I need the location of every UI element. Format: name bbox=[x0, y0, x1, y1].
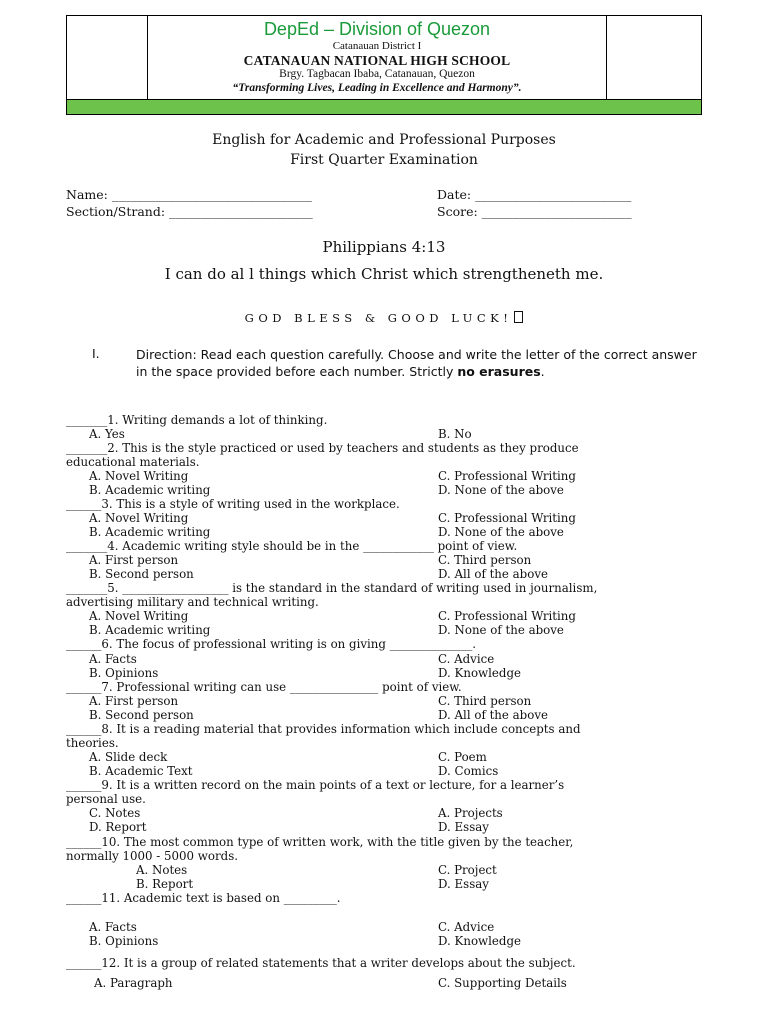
question-line: D. All of the above bbox=[438, 708, 548, 722]
question-line: B. Report bbox=[136, 877, 194, 891]
direction-end: . bbox=[540, 364, 545, 379]
question-line: _______4. Academic writing style should be in the ____________ point of view. bbox=[66, 539, 518, 553]
question-line: C. Project bbox=[438, 863, 497, 877]
question-line: B. Academic writing bbox=[89, 483, 211, 497]
question-line: C. Advice bbox=[438, 920, 495, 934]
question-line: ______12. It is a group of related statements that a writer develops about the subject. bbox=[66, 956, 576, 970]
question-line: B. Academic writing bbox=[89, 525, 211, 539]
question-line: A. Yes bbox=[89, 427, 125, 441]
part-number: I. bbox=[92, 346, 100, 361]
school-header bbox=[66, 15, 702, 115]
question-line: D. None of the above bbox=[438, 623, 564, 637]
question-line: A. Projects bbox=[438, 806, 503, 820]
direction-bold: no erasures bbox=[457, 364, 541, 379]
header-center bbox=[147, 16, 607, 95]
question-line: theories. bbox=[66, 736, 119, 750]
question-line: B. Opinions bbox=[89, 666, 159, 680]
header-right-cell bbox=[606, 16, 701, 102]
question-line: A. First person bbox=[89, 553, 179, 567]
question-line: ______3. This is a style of writing used in the workplace. bbox=[66, 497, 400, 511]
direction-body: Direction: Read each question carefully. Choose and write the letter of the correct answer in the space provided before each number. Strictly bbox=[136, 347, 697, 379]
school-name: CATANAUAN NATIONAL HIGH SCHOOL bbox=[243, 53, 511, 68]
question-line: _______1. Writing demands a lot of thinking. bbox=[66, 413, 328, 427]
question-line: A. First person bbox=[89, 694, 179, 708]
question-line: B. Second person bbox=[89, 708, 194, 722]
verse-reference: Philippians 4:13 bbox=[322, 238, 446, 256]
question-line: B. Second person bbox=[89, 567, 194, 581]
question-line: D. Report bbox=[89, 820, 147, 834]
question-line: B. Opinions bbox=[89, 934, 159, 948]
question-line: ______10. The most common type of written work, with the title given by the teacher, bbox=[66, 835, 574, 849]
question-line: D. Comics bbox=[438, 764, 499, 778]
question-line: educational materials. bbox=[66, 455, 200, 469]
question-line: A. Paragraph bbox=[94, 976, 173, 990]
question-line: A. Slide deck bbox=[89, 750, 168, 764]
question-line: C. Supporting Details bbox=[438, 976, 567, 990]
box-glyph-icon bbox=[514, 311, 523, 323]
header-green-bar bbox=[67, 99, 701, 114]
question-line: C. Professional Writing bbox=[438, 511, 576, 525]
question-line: D. Essay bbox=[438, 877, 489, 891]
question-line: ______9. It is a written record on the main points of a text or lecture, for a learner’s bbox=[66, 778, 565, 792]
question-line: C. Third person bbox=[438, 553, 532, 567]
name-field[interactable]: Name: ________________________________ bbox=[66, 187, 312, 202]
question-line: C. Third person bbox=[438, 694, 532, 708]
question-line: C. Professional Writing bbox=[438, 469, 576, 483]
date-field[interactable]: Date: _________________________ bbox=[437, 187, 632, 202]
question-line: D. Knowledge bbox=[438, 666, 521, 680]
direction-text bbox=[136, 346, 706, 380]
question-line: C. Notes bbox=[89, 806, 141, 820]
header-left-cell bbox=[67, 16, 148, 102]
district-name: Catanauan District I bbox=[332, 40, 422, 52]
verse-text: I can do al l things which Christ which strengtheneth me. bbox=[164, 265, 604, 283]
question-line: A. Facts bbox=[89, 920, 137, 934]
blessing-text: GOD BLESS & GOOD LUCK! bbox=[244, 311, 513, 325]
score-field[interactable]: Score: ________________________ bbox=[437, 204, 632, 219]
question-line: normally 1000 - 5000 words. bbox=[66, 849, 238, 863]
question-line: D. Essay bbox=[438, 820, 489, 834]
question-line: A. Novel Writing bbox=[89, 609, 189, 623]
question-line: B. Academic writing bbox=[89, 623, 211, 637]
question-line: B. Academic Text bbox=[89, 764, 193, 778]
school-address: Brgy. Tagbacan Ibaba, Catanauan, Quezon bbox=[279, 68, 475, 80]
question-line: _______2. This is the style practiced or used by teachers and students as they produce bbox=[66, 441, 579, 455]
question-line: A. Facts bbox=[89, 652, 137, 666]
question-line: A. Notes bbox=[136, 863, 188, 877]
section-field[interactable]: Section/Strand: _______________________ bbox=[66, 204, 313, 219]
blessing-line bbox=[0, 311, 768, 325]
question-line: ______7. Professional writing can use _______________ point of view. bbox=[66, 680, 462, 694]
question-line: D. None of the above bbox=[438, 483, 564, 497]
question-line: B. No bbox=[438, 427, 472, 441]
question-line: D. Knowledge bbox=[438, 934, 521, 948]
question-line: ______11. Academic text is based on _________. bbox=[66, 891, 341, 905]
question-line: _______5. __________________ is the standard in the standard of writing used in journalism, bbox=[66, 581, 598, 595]
question-line: ______8. It is a reading material that provides information which include concepts and bbox=[66, 722, 581, 736]
question-line: D. None of the above bbox=[438, 525, 564, 539]
deped-division: DepEd – Division of Quezon bbox=[263, 19, 491, 39]
exam-subject: English for Academic and Professional Purposes bbox=[212, 132, 556, 148]
school-motto: “Transforming Lives, Leading in Excellence and Harmony”. bbox=[232, 82, 522, 94]
question-line: C. Poem bbox=[438, 750, 487, 764]
question-line: personal use. bbox=[66, 792, 146, 806]
exam-title: First Quarter Examination bbox=[290, 152, 478, 168]
question-line: advertising military and technical writing. bbox=[66, 595, 319, 609]
question-line: C. Professional Writing bbox=[438, 609, 576, 623]
question-line: A. Novel Writing bbox=[89, 469, 189, 483]
question-line: D. All of the above bbox=[438, 567, 548, 581]
question-line: A. Novel Writing bbox=[89, 511, 189, 525]
question-line: C. Advice bbox=[438, 652, 495, 666]
question-line: ______6. The focus of professional writing is on giving ______________. bbox=[66, 637, 477, 651]
